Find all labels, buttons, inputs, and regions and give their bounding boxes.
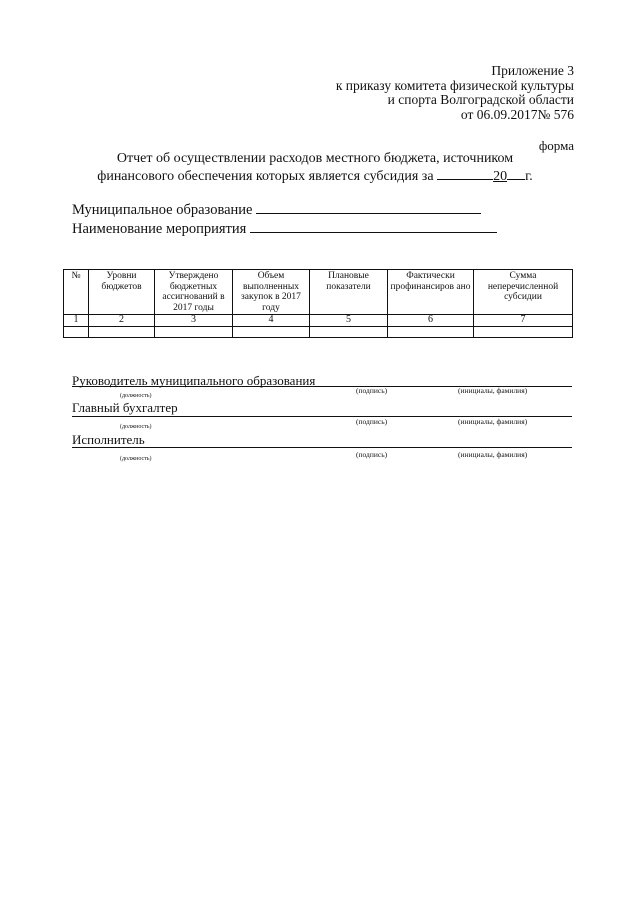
title-line-2 [70,167,560,185]
column-number-5: 5 [310,315,388,327]
table-cell[interactable] [310,326,388,337]
header-procurement-volume: Объем выполненных закупок в 2017 году [233,270,310,315]
executor-signature-line[interactable] [72,447,572,448]
table-number-row [64,315,573,327]
header-actually-financed: Фактически профинансиров ано [388,270,474,315]
title-line-2-prefix: финансового обеспечения которых является субсидия за [97,169,434,184]
head-initials-caption: (инициалы, фамилия) [458,386,528,395]
column-number-3: 3 [155,315,233,327]
event-label: Наименование мероприятия [72,221,247,237]
head-position-caption: (должность) [120,393,152,399]
accountant-signature-label: Главный бухгалтер [72,400,178,415]
appendix-line-2: к приказу комитета физической культуры [335,77,574,93]
executor-signature-label: Исполнитель [72,432,145,447]
column-number-2: 2 [89,315,155,327]
appendix-line-4: от 06.09.2017№ 576 [460,106,574,122]
column-number-1: 1 [64,315,89,327]
appendix-line-3: и спорта Волгоградской области [387,92,574,107]
municipality-field [72,201,481,219]
header-planned-indicators: Плановые показатели [310,270,388,315]
header-untransferred-subsidy: Сумма неперечисленной субсидии [474,270,573,315]
municipality-input-line[interactable] [256,201,481,214]
header-budget-levels: Уровни бюджетов [89,270,155,315]
table-cell[interactable] [233,326,310,337]
table-cell[interactable] [155,326,233,337]
event-field [72,220,497,238]
title-year: 20 [493,169,508,184]
header-number: № [64,270,89,315]
accountant-signature-caption: (подпись) [356,417,388,426]
executor-position-caption: (должность) [120,456,152,462]
appendix-line-1: Приложение 3 [491,63,574,78]
form-label: форма [538,138,574,153]
column-number-6: 6 [388,315,474,327]
table-header-row [64,270,573,315]
event-input-line[interactable] [250,220,497,233]
accountant-initials-caption: (инициалы, фамилия) [458,417,528,426]
period-blank[interactable] [437,167,493,180]
document-title [70,150,560,185]
table-cell[interactable] [388,326,474,337]
title-line-1: Отчет об осуществлении расходов местного бюджета, источником [116,151,514,166]
executor-signature-caption: (подпись) [356,450,388,459]
municipality-label: Муниципальное образование [72,202,253,218]
table-row [64,326,573,337]
appendix-header [336,64,574,122]
table-cell[interactable] [474,326,573,337]
head-signature-label: Руководитель муниципального образования [72,373,316,388]
accountant-position-caption: (должность) [120,424,152,430]
year-blank[interactable] [507,167,525,180]
executor-initials-caption: (инициалы, фамилия) [458,450,528,459]
header-approved-allocations: Утверждено бюджетных ассигнований в 2017 годы [155,270,233,315]
table-cell[interactable] [64,326,89,337]
column-number-4: 4 [233,315,310,327]
title-line-2-suffix: г. [525,169,533,184]
column-number-7: 7 [474,315,573,327]
table-cell[interactable] [89,326,155,337]
report-table [63,269,573,338]
head-signature-caption: (подпись) [356,386,388,395]
